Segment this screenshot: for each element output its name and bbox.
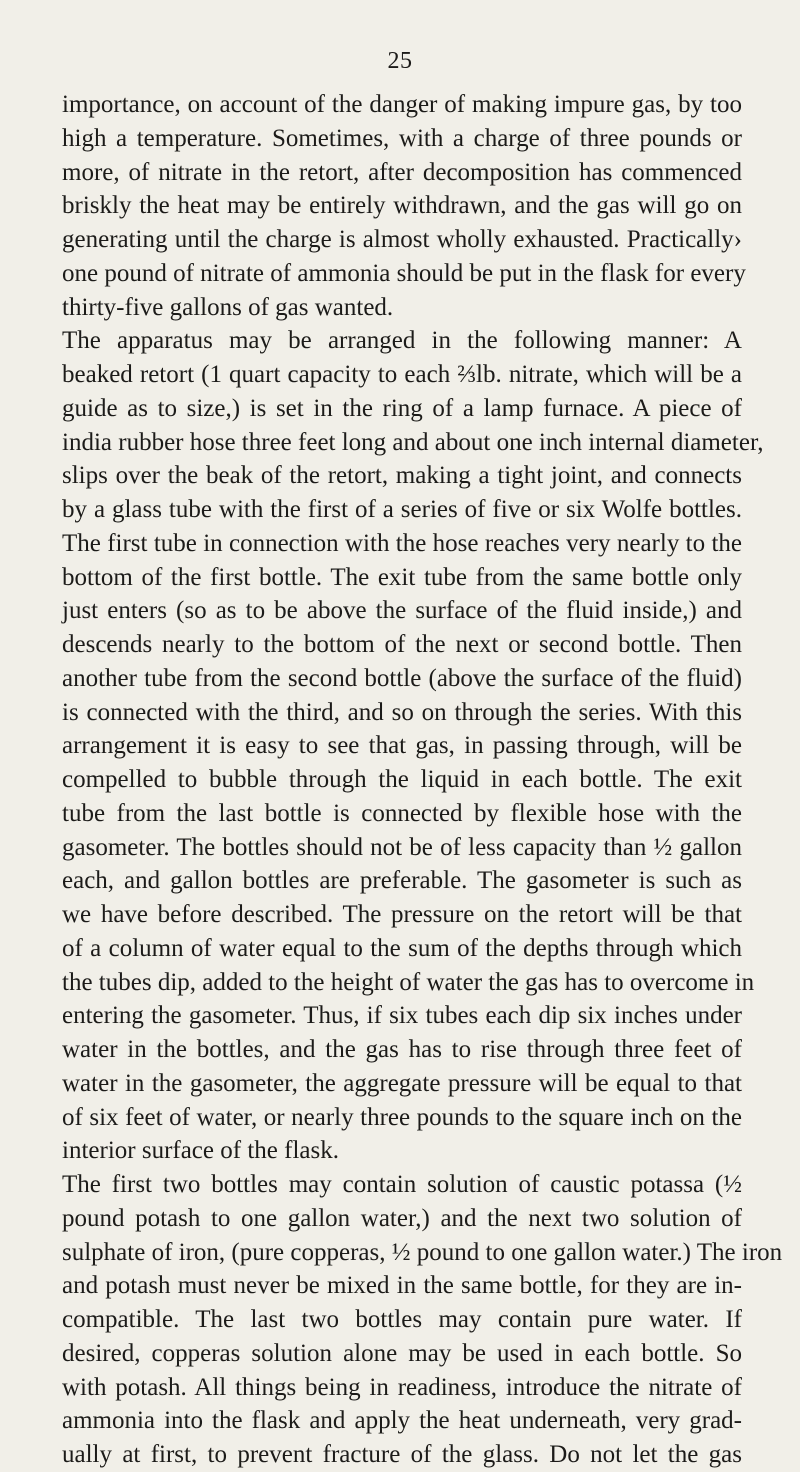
- text-line: desired, copperas solution alone may be used in each bottle. So: [62, 1339, 742, 1367]
- text-line: india rubber hose three feet long and about one inch internal diameter,: [62, 428, 764, 456]
- text-line: arrangement it is easy to see that gas, in passing through, will be: [62, 732, 742, 760]
- text-line: compatible. The last two bottles may contain pure water. If: [62, 1306, 742, 1333]
- text-line: pound potash to one gallon water,) and the next two solution of: [62, 1204, 742, 1232]
- text-line: The first tube in connection with the hose reaches very nearly to the: [62, 529, 742, 557]
- text-line: generating until the charge is almost wholly exhausted. Practically›: [62, 226, 742, 253]
- text-line: interior surface of the flask.: [62, 1137, 339, 1165]
- text-line: guide as to size,) is set in the ring of a lamp furnace. A piece of: [62, 394, 742, 422]
- text-line: descends nearly to the bottom of the next or second bottle. Then: [62, 631, 742, 658]
- text-line: just enters (so as to be above the surface of the fluid inside,) and: [62, 597, 742, 625]
- text-line: sulphate of iron, (pure copperas, ½ pound to one gallon water.) The iron: [62, 1238, 783, 1266]
- text-line: bottom of the first bottle. The exit tube from the same bottle only: [62, 563, 742, 591]
- text-line: one pound of nitrate of ammonia should be put in the flask for every: [62, 259, 746, 287]
- page-number: 25: [387, 48, 413, 74]
- text-line: we have before described. The pressure on the retort will be that: [62, 901, 742, 928]
- text-line: water in the gasometer, the aggregate pressure will be equal to that: [62, 1069, 742, 1097]
- text-line: the tubes dip, added to the height of water the gas has to overcome in: [62, 968, 755, 996]
- text-line: tube from the last bottle is connected by flexible hose with the: [62, 799, 742, 827]
- text-line: ammonia into the flask and apply the heat underneath, very grad-: [62, 1407, 742, 1435]
- text-line: The apparatus may be arranged in the following manner: A: [62, 327, 742, 355]
- body-text: [62, 88, 783, 1472]
- text-line: briskly the heat may be entirely withdrawn, and the gas will go on: [62, 192, 742, 220]
- text-line: water in the bottles, and the gas has to rise through three feet of: [62, 1036, 742, 1063]
- text-line: of a column of water equal to the sum of the depths through which: [62, 934, 742, 962]
- text-line: high a temperature. Sometimes, with a charge of three pounds or: [62, 124, 742, 152]
- text-line: more, of nitrate in the retort, after decomposition has commenced: [62, 158, 742, 186]
- text-line: and potash must never be mixed in the same bottle, for they are in-: [62, 1272, 742, 1300]
- text-line: ually at first, to prevent fracture of the glass. Do not let the gas: [62, 1441, 742, 1468]
- text-line: The first two bottles may contain solution of caustic potassa (½: [62, 1171, 742, 1198]
- text-line: another tube from the second bottle (above the surface of the fluid): [62, 664, 742, 692]
- text-line: compelled to bubble through the liquid in each bottle. The exit: [62, 766, 742, 793]
- text-line: importance, on account of the danger of making impure gas, by too: [62, 91, 742, 118]
- text-line: entering the gasometer. Thus, if six tubes each dip six inches under: [62, 1002, 742, 1030]
- text-line: beaked retort (1 quart capacity to each ⅔lb. nitrate, which will be a: [62, 361, 742, 388]
- text-line: is connected with the third, and so on through the series. With this: [62, 698, 742, 726]
- text-line: gasometer. The bottles should not be of less capacity than ½ gallon: [62, 833, 742, 861]
- text-line: each, and gallon bottles are preferable. The gasometer is such as: [62, 867, 742, 895]
- text-line: slips over the beak of the retort, making a tight joint, and connects: [62, 462, 742, 490]
- text-line: of six feet of water, or nearly three pounds to the square inch on the: [62, 1103, 742, 1131]
- text-line: thirty-five gallons of gas wanted.: [62, 293, 394, 321]
- text-line: by a glass tube with the first of a series of five or six Wolfe bottles.: [62, 496, 742, 523]
- text-line: with potash. All things being in readiness, introduce the nitrate of: [62, 1373, 742, 1401]
